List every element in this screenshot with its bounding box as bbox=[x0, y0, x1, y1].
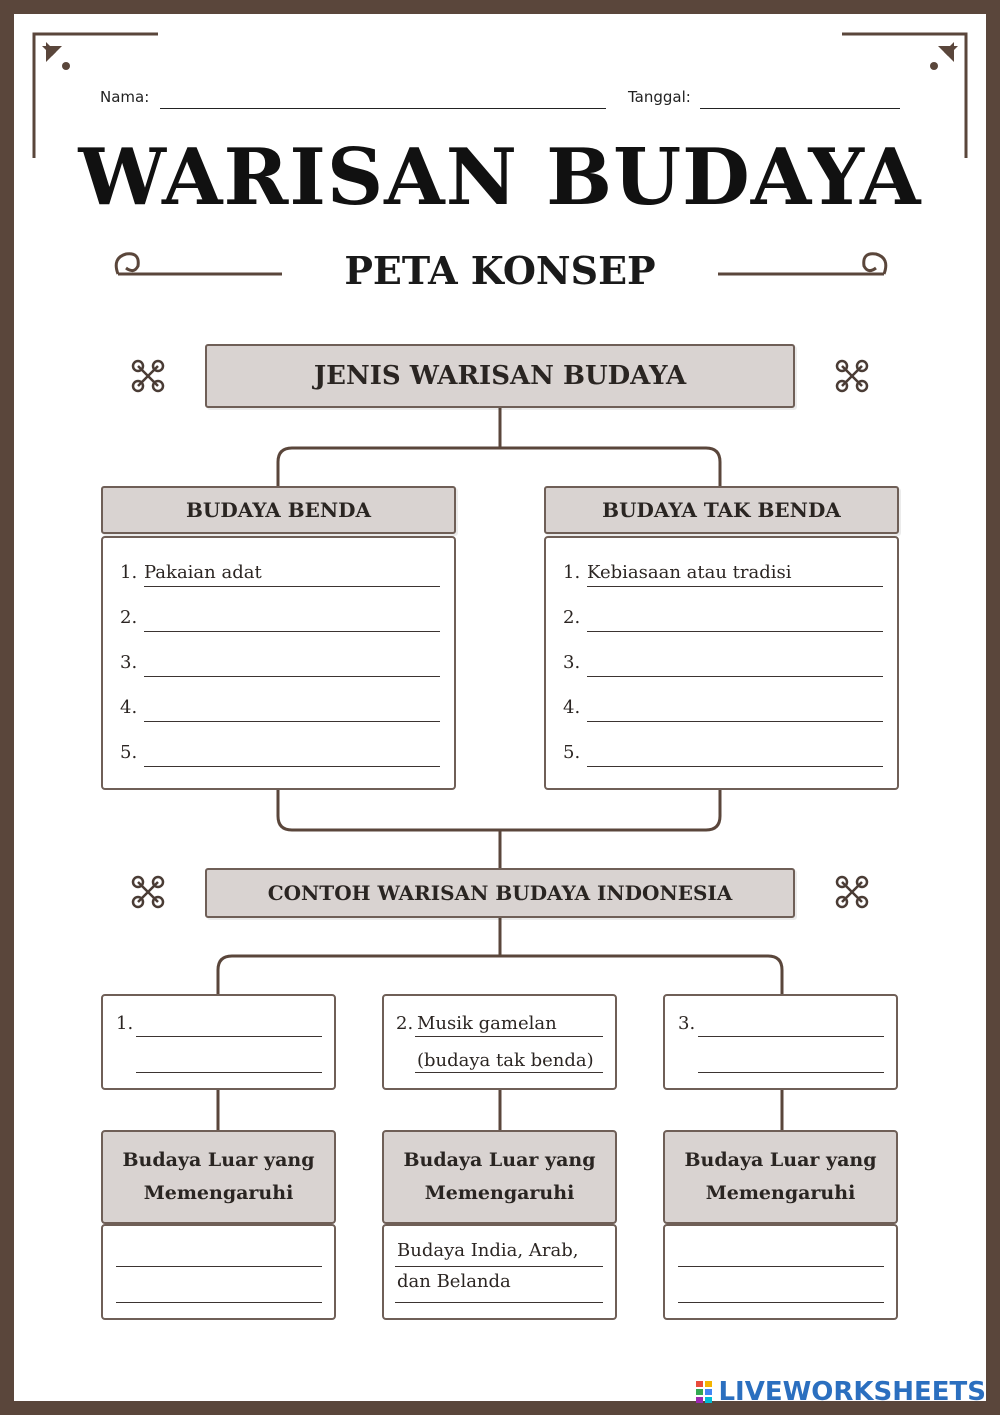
main-concept-box bbox=[205, 344, 795, 408]
example-number: 3. bbox=[678, 1013, 696, 1034]
main-concept-label: JENIS WARISAN BUDAYA bbox=[313, 361, 687, 391]
category-heading-label: BUDAYA BENDA bbox=[186, 498, 371, 522]
example-box-2 bbox=[382, 994, 617, 1090]
liveworksheets-logo[interactable] bbox=[696, 1377, 986, 1407]
worksheet-page: Nama: Tanggal: WARISAN BUDAYA PETA KONSEP JENIS WARISAN BUDAYA BUDAYA BENDA 1. Pakaian adat 2. 3. 4. 5. BUDAYA TAK BENDA 1. Kebiasaan atau tradisi 2. 3. 4. 5. CONTOH WARISAN BUDAYA INDONESIA 1. 2. Musik gamelan (budaya tak benda) 3. Budaya Luar yang Memengaruhi Budaya Luar yang Memengaruhi Budaya Luar yang Memengaruhi Budaya India, Arab, dan Belanda LIVEWORKSHEETS bbox=[0, 0, 1000, 1415]
example-box-3 bbox=[663, 994, 898, 1090]
example-number: 1. bbox=[116, 1013, 134, 1034]
answer-field[interactable]: Musik gamelan bbox=[417, 1013, 557, 1034]
liveworksheets-logo-icon bbox=[696, 1381, 714, 1403]
influence-heading-3: Budaya Luar yang Memengaruhi bbox=[663, 1130, 898, 1224]
influence-box-1 bbox=[101, 1224, 336, 1320]
category-heading-label: BUDAYA TAK BENDA bbox=[602, 498, 841, 522]
answer-field[interactable]: dan Belanda bbox=[397, 1271, 511, 1292]
influence-box-3 bbox=[663, 1224, 898, 1320]
corner-ornament-icon bbox=[42, 42, 958, 70]
liveworksheets-brand-text: LIVEWORKSHEETS bbox=[718, 1377, 986, 1407]
date-field[interactable] bbox=[700, 108, 900, 109]
example-number: 2. bbox=[396, 1013, 414, 1034]
name-label: Nama: bbox=[100, 88, 150, 106]
category-heading-tak-benda bbox=[544, 486, 899, 534]
influence-heading-2: Budaya Luar yang Memengaruhi bbox=[382, 1130, 617, 1224]
answer-field[interactable]: Kebiasaan atau tradisi bbox=[587, 562, 792, 583]
answer-field[interactable]: (budaya tak benda) bbox=[417, 1050, 594, 1071]
answer-field[interactable]: Pakaian adat bbox=[144, 562, 262, 583]
category-heading-benda bbox=[101, 486, 456, 534]
examples-concept-label: CONTOH WARISAN BUDAYA INDONESIA bbox=[267, 881, 733, 905]
answer-field[interactable]: Budaya India, Arab, bbox=[397, 1240, 579, 1261]
page-subtitle: PETA KONSEP bbox=[344, 248, 656, 293]
examples-concept-box bbox=[205, 868, 795, 918]
example-box-1 bbox=[101, 994, 336, 1090]
date-label: Tanggal: bbox=[628, 88, 691, 106]
page-title: WARISAN BUDAYA bbox=[78, 132, 922, 223]
name-field[interactable] bbox=[160, 108, 606, 109]
influence-heading-1: Budaya Luar yang Memengaruhi bbox=[101, 1130, 336, 1224]
